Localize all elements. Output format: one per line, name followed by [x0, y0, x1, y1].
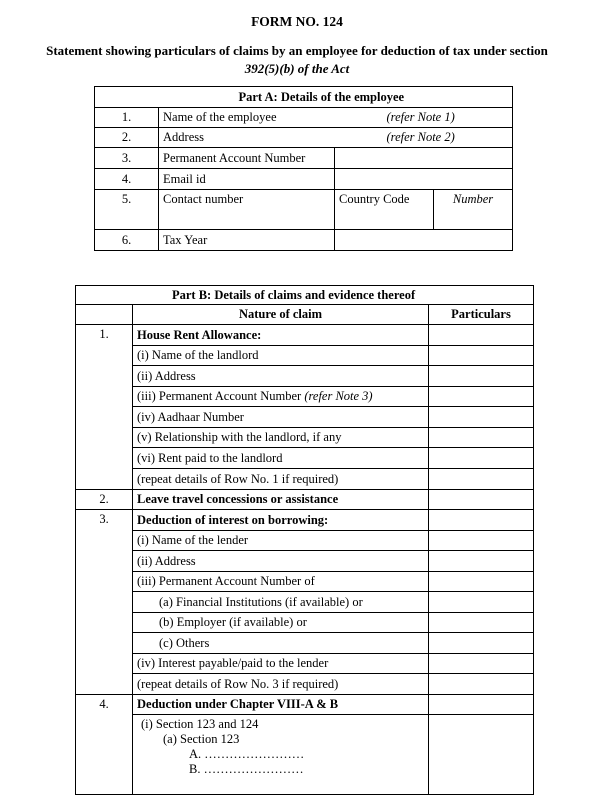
table-row	[76, 510, 534, 531]
row-number: 1.	[95, 108, 159, 128]
table-row	[76, 613, 534, 633]
particulars-cell[interactable]	[429, 490, 534, 510]
row-label: Address	[159, 128, 335, 148]
row-heading: Deduction under Chapter VIII-A & B	[133, 695, 429, 715]
list-item: (c) Others	[133, 633, 429, 654]
part-a-table	[94, 86, 513, 251]
nature-of-claim-header: Nature of claim	[133, 305, 429, 325]
table-row	[76, 325, 534, 346]
part-a-title: Part A: Details of the employee	[159, 87, 513, 108]
table-row	[76, 592, 534, 613]
particulars-cell[interactable]	[429, 366, 534, 387]
row-label: Contact number	[159, 190, 335, 230]
list-item: (v) Relationship with the landlord, if any	[133, 428, 429, 448]
form-subtitle	[20, 42, 574, 78]
table-row	[76, 674, 534, 695]
table-row	[95, 190, 513, 230]
row-number: 3.	[76, 510, 133, 695]
table-row	[76, 366, 534, 387]
row-label: Name of the employee	[159, 108, 335, 128]
list-item: A. ……………………	[189, 747, 305, 761]
list-item: (iv) Aadhaar Number	[133, 407, 429, 428]
list-item: (iv) Interest payable/paid to the lender	[133, 654, 429, 674]
row-number: 2.	[76, 490, 133, 510]
table-row	[76, 531, 534, 551]
particulars-cell[interactable]	[429, 695, 534, 715]
list-item: (i) Name of the lender	[133, 531, 429, 551]
list-item-text: (iii) Permanent Account Number	[137, 389, 302, 403]
particulars-cell[interactable]	[429, 613, 534, 633]
list-item	[133, 387, 429, 407]
value-cell[interactable]	[335, 169, 513, 190]
country-code-cell[interactable]: Country Code	[335, 190, 434, 230]
subtitle-line-2: 392(5)(b) of the Act	[244, 61, 350, 76]
particulars-cell[interactable]	[429, 674, 534, 695]
particulars-cell[interactable]	[429, 428, 534, 448]
list-item: (ii) Address	[133, 551, 429, 572]
table-row	[95, 148, 513, 169]
list-item: (vi) Rent paid to the landlord	[133, 448, 429, 469]
list-item: (iii) Permanent Account Number of	[133, 572, 429, 592]
list-item: (i) Section 123 and 124	[141, 717, 259, 731]
table-row	[76, 551, 534, 572]
table-row	[95, 128, 513, 148]
part-b-title-row	[76, 286, 534, 305]
particulars-cell[interactable]	[429, 551, 534, 572]
particulars-cell[interactable]	[429, 654, 534, 674]
form-number-heading: FORM NO. 124	[251, 14, 343, 29]
table-row	[76, 387, 534, 407]
row-heading: House Rent Allowance:	[133, 325, 429, 346]
particulars-cell[interactable]	[429, 325, 534, 346]
row-number: 4.	[95, 169, 159, 190]
row-label: Tax Year	[159, 230, 335, 251]
value-cell[interactable]	[335, 230, 513, 251]
particulars-cell[interactable]	[429, 469, 534, 490]
list-item: (b) Employer (if available) or	[133, 613, 429, 633]
subtitle-line-1: Statement showing particulars of claims by an employee for deduction of tax under section	[46, 43, 548, 58]
table-row	[76, 407, 534, 428]
particulars-cell[interactable]	[429, 531, 534, 551]
particulars-cell[interactable]	[429, 510, 534, 531]
row-note: (refer Note 1)	[335, 108, 513, 128]
particulars-cell[interactable]	[429, 715, 534, 795]
row-label: Permanent Account Number	[159, 148, 335, 169]
list-item: (i) Name of the landlord	[133, 346, 429, 366]
particulars-header: Particulars	[429, 305, 534, 325]
value-cell[interactable]	[335, 148, 513, 169]
table-row	[76, 695, 534, 715]
list-item: (ii) Address	[133, 366, 429, 387]
list-item: B. ……………………	[189, 762, 304, 776]
table-row	[76, 346, 534, 366]
part-b-title: Part B: Details of claims and evidence thereof	[76, 286, 534, 305]
particulars-cell[interactable]	[429, 448, 534, 469]
table-row	[76, 572, 534, 592]
table-row	[76, 469, 534, 490]
table-row	[76, 633, 534, 654]
particulars-cell[interactable]	[429, 346, 534, 366]
row-heading: Leave travel concessions or assistance	[133, 490, 429, 510]
part-a-title-row	[95, 87, 513, 108]
particulars-cell[interactable]	[429, 633, 534, 654]
table-row	[76, 654, 534, 674]
repeat-note: (repeat details of Row No. 3 if required)	[133, 674, 429, 695]
row-number: 1.	[76, 325, 133, 469]
row-note: (refer Note 2)	[335, 128, 513, 148]
table-row	[76, 490, 534, 510]
table-row	[76, 428, 534, 448]
particulars-cell[interactable]	[429, 592, 534, 613]
row-label: Email id	[159, 169, 335, 190]
list-item: (a) Section 123	[163, 732, 240, 746]
particulars-cell[interactable]	[429, 387, 534, 407]
number-cell[interactable]: Number	[434, 190, 513, 230]
row-number: 6.	[95, 230, 159, 251]
row-number: 2.	[95, 128, 159, 148]
repeat-note: (repeat details of Row No. 1 if required)	[133, 469, 429, 490]
row-number: 5.	[95, 190, 159, 230]
particulars-cell[interactable]	[429, 407, 534, 428]
table-row	[95, 169, 513, 190]
part-b-header-row	[76, 305, 534, 325]
part-b-table	[75, 285, 534, 795]
row-number: 3.	[95, 148, 159, 169]
list-item: (a) Financial Institutions (if available) or	[133, 592, 429, 613]
section-list	[133, 715, 429, 795]
table-row	[76, 448, 534, 469]
row-number: 4.	[76, 695, 133, 795]
table-row	[95, 108, 513, 128]
particulars-cell[interactable]	[429, 572, 534, 592]
note-reference: (refer Note 3)	[304, 389, 373, 403]
table-row	[76, 715, 534, 795]
table-row	[95, 230, 513, 251]
row-heading: Deduction of interest on borrowing:	[133, 510, 429, 531]
